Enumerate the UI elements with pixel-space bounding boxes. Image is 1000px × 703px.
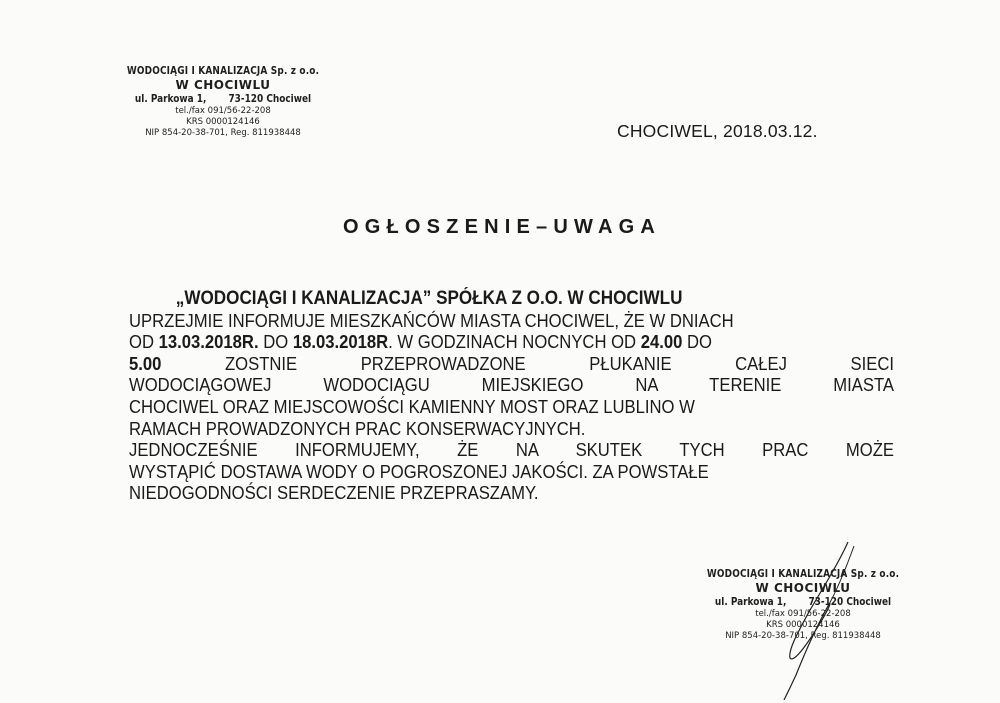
time-from: 24.00 [640,331,683,353]
stamp-street: ul. Parkowa 1, [714,596,787,609]
text: ZOSTNIE PRZEPROWADZONE PŁUKANIE CAŁEJ SIECI [224,352,894,374]
text: . W GODZINACH NOCNYCH OD [388,331,641,353]
time-to: 5.00 [129,352,162,374]
text: OD [129,331,159,353]
stamp-phone: tel./fax 091/56-22-208 [175,106,271,117]
stamp-phone: tel./fax 091/56-22-208 [755,609,851,620]
body-line-5: CHOCIWEL ORAZ MIEJSCOWOŚCI KAMIENNY MOST ORAZ LUBLINO W [129,395,695,417]
body-line-1: UPRZEJMIE INFORMUJE MIESZKAŃCÓW MIASTA CHOCIWEL, ŻE W DNIACH [129,309,734,331]
body-line-4: WODOCIĄGOWEJ WODOCIĄGU MIEJSKIEGO NA TERENIE MIASTA [129,374,894,396]
body-line-2 [129,331,894,353]
date-from: 13.03.2018R. [158,331,259,353]
body-line-6: RAMACH PROWADZONYCH PRAC KONSERWACYJNYCH. [129,417,586,439]
stamp-address [125,93,321,106]
stamp-krs: KRS 0000124146 [766,619,840,630]
stamp-street: ul. Parkowa 1, [134,93,207,106]
stamp-nip-reg: NIP 854-20-38-701, Reg. 811938448 [725,630,881,641]
announcement-heading: „WODOCIĄGI I KANALIZACJA” SPÓŁKA Z O.O. W CHOCIWLU [175,288,683,309]
text: DO [258,331,293,353]
stamp-address [705,596,901,609]
body-line-3 [129,353,894,375]
stamp-nip-reg: NIP 854-20-38-701, Reg. 811938448 [145,127,301,138]
stamp-postal: 73-120 Chociwel [808,596,892,609]
document-title: OGŁOSZENIE–UWAGA [342,216,662,238]
text: DO [682,331,712,353]
stamp-company-name: WODOCIĄGI I KANALIZACJA Sp. z o.o. [706,568,900,580]
stamp-postal: 73-120 Chociwel [228,93,312,106]
stamp-town: W CHOCIWLU [175,78,271,93]
document-date: CHOCIWEL, 2018.03.12. [617,121,818,141]
body-line-9: NIEDOGODNOŚCI SERDECZENIE PRZEPRASZAMY. [129,482,539,504]
stamp-krs: KRS 0000124146 [186,116,260,127]
stamp-company-name: WODOCIĄGI I KANALIZACJA Sp. z o.o. [126,65,320,77]
body-line-8: WYSTĄPIĆ DOSTAWA WODY O POGROSZONEJ JAKOŚCI. ZA POWSTAŁE [129,460,709,482]
company-stamp-top [108,65,338,138]
stamp-town: W CHOCIWLU [755,581,851,596]
company-stamp-bottom [688,568,918,641]
date-to: 18.03.2018R [292,331,389,353]
body-line-7: JEDNOCZEŚNIE INFORMUJEMY, ŻE NA SKUTEK TYCH PRAC MOŻE [129,439,894,461]
announcement-body [129,288,894,504]
